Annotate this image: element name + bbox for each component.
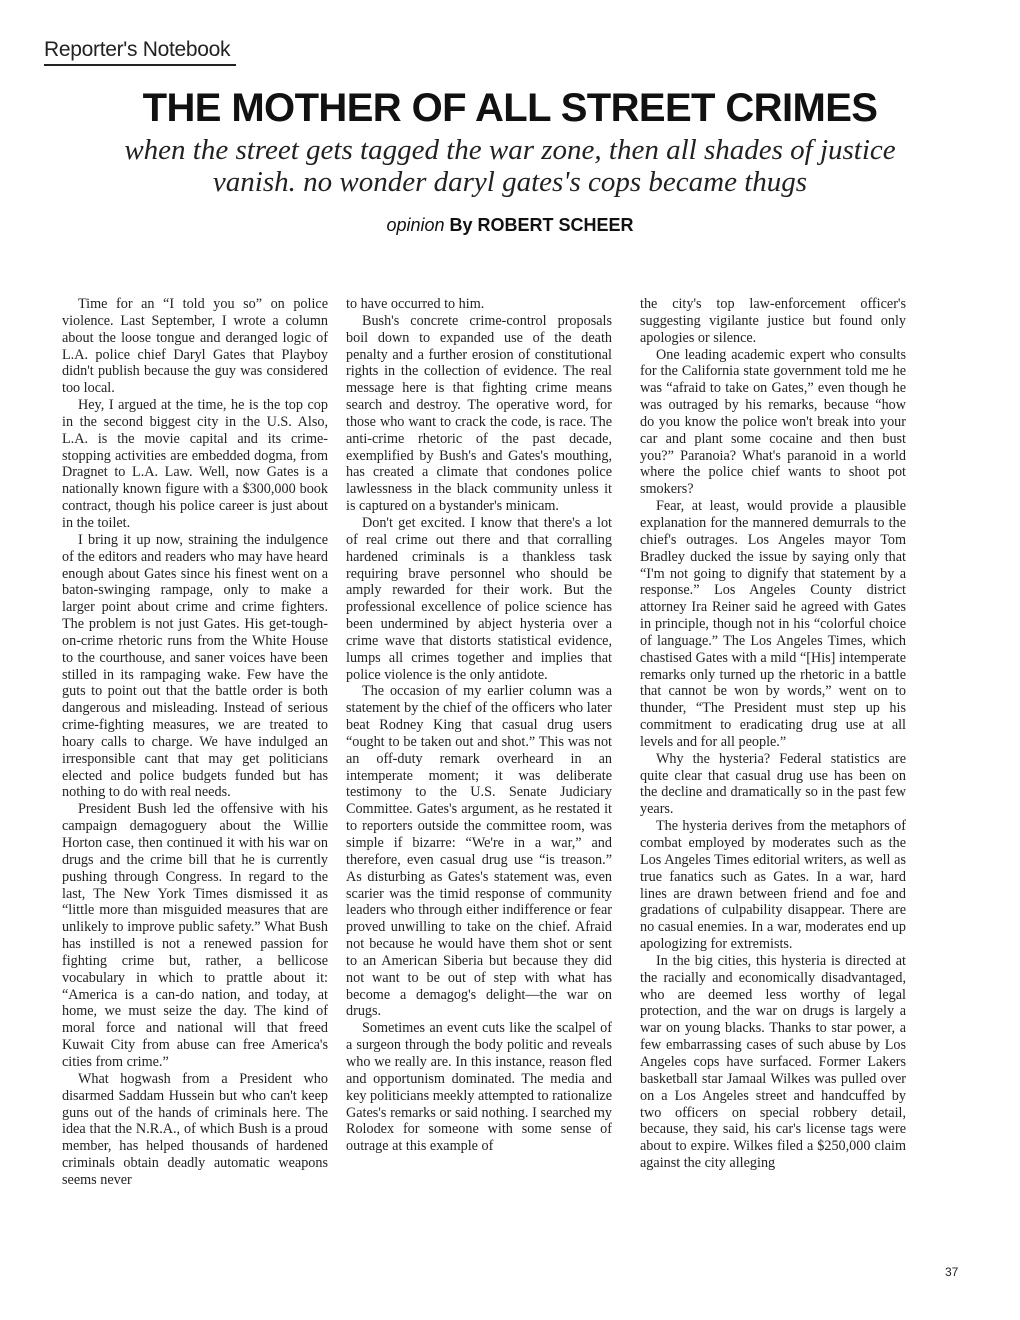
byline <box>0 215 1020 236</box>
section-label: Reporter's Notebook <box>44 38 231 61</box>
paragraph-continued: to have occurred to him. <box>346 296 485 312</box>
article-column-2 <box>346 296 612 1155</box>
headline: THE MOTHER OF ALL STREET CRIMES <box>142 86 878 130</box>
paragraph: One leading academic expert who consults for the California state government told me he was “afraid to take on Gates,” even though he was outraged by his remarks, because “how do you know the police won't break into your car and plant some cocaine and then bust you?” Paranoia? What's paranoid in a world where the police chief wants to shoot pot smokers? <box>640 346 906 498</box>
section-rule <box>44 64 236 66</box>
paragraph: I bring it up now, straining the indulgence of the editors and readers who may have heard enough about Gates since his finest went on a baton-swinging rampage, only to make a larger point about crime and crime fighters. The problem is not just Gates. His get-tough-on-crime rhetoric runs from the White House to the courthouse, and saner voices have been stilled in its rampaging wake. Few have the guts to point out that the battle order is both dangerous and misleading. Instead of serious crime-fighting measures, we are treated to hoary calls to charge. We have indulged an irresponsible cant that may get politicians elected and police budgets funded but has nothing to do with real needs. <box>62 531 328 801</box>
byline-kicker: opinion <box>386 215 445 235</box>
paragraph: Hey, I argued at the time, he is the top cop in the second biggest city in the U.S. Also, L.A. is the movie capital and its crime-stopping activities are embedded dogma, from Dragnet to L.A. Law. Well, now Gates is a nationally known figure with a $300,000 book contract, though his police career is just about in the toilet. <box>62 397 328 531</box>
page-number: 37 <box>945 1265 959 1279</box>
paragraph: Fear, at least, would provide a plausible explanation for the mannered demurrals to the chief's outrages. Los Angeles mayor Tom Bradley ducked the issue by saying only that “I'm not going to dignify that statement by a response.” Los Angeles County district attorney Ira Reiner said he agreed with Gates in principle, though not in his “colorful choice of language.” The Los Angeles Times, which chastised Gates with a mild “[His] intemperate remarks only turned up the rhetoric in a battle that cannot be won by words,” went on to thunder, “The President must step up his commitment to eradicating drug use at all levels and for all people.” <box>640 498 906 750</box>
paragraph: Time for an “I told you so” on police violence. Last September, I wrote a column about the loose tongue and deranged logic of L.A. police chief Daryl Gates that Playboy didn't publish because the guy was considered too local. <box>62 296 328 397</box>
article-column-3 <box>640 296 906 1172</box>
paragraph: Don't get excited. I know that there's a lot of real crime out there and that corralling hardened criminals is a thankless task requiring brave personnel who should be amply rewarded for their work. But the professional excellence of police science has been undermined by abject hysteria over a crime wave that distorts statistical evidence, lumps all crimes together and implies that police violence is the only antidote. <box>346 514 612 683</box>
dek: when the street gets tagged the war zone, then all shades of justice vanish. no wonder daryl gates's cops became thugs <box>124 134 896 198</box>
paragraph: Why the hysteria? Federal statistics are quite clear that casual drug use has been on the decline and dramatically so in the past few years. <box>640 750 906 818</box>
paragraph: What hogwash from a President who disarmed Saddam Hussein but who can't keep guns out of the hands of criminals here. The idea that the N.R.A., of which Bush is a proud member, has helped thousands of hardened criminals obtain deadly automatic weapons seems never <box>62 1070 328 1188</box>
paragraph: The hysteria derives from the metaphors of combat employed by moderates such as the Los Angeles Times editorial writers, as well as true fanatics such as Gates. In a war, hard lines are drawn between friend and foe and gradations of culpability disappear. There are no casual enemies. In a war, moderates end up apologizing for extremists. <box>640 818 906 953</box>
paragraph: President Bush led the offensive with his campaign demagoguery about the Willie Horton case, then continued it with his war on drugs and the crime bill that he is currently pushing through Congress. In regard to the last, The New York Times dismissed it as “little more than misguided measures that are unlikely to improve public safety.” What Bush has instilled is not a renewed passion for fighting crime but, rather, a bellicose vocabulary in which to prattle about it: “America is a can-do nation, and today, at home, we must seize the day. The kind of moral force and national will that freed Kuwait City from abuse can free America's cities from crime.” <box>62 801 328 1070</box>
paragraph-continued: the city's top law-enforcement officer's suggesting vigilante justice but found only apologies or silence. <box>640 296 906 346</box>
paragraph: Bush's concrete crime-control proposals boil down to expanded use of the death penalty and a further erosion of constitutional rights in the collection of evidence. The real message here is that fighting crime means search and destroy. The operative word, for those who want to crack the code, is race. The anti-crime rhetoric of the past decade, exemplified by Bush's and Gates's mouthing, has created a climate that condones police lawlessness in the black community unless it is captured on a bystander's minicam. <box>346 312 612 515</box>
paragraph: Sometimes an event cuts like the scalpel of a surgeon through the body politic and reveals who we really are. In this instance, reason fled and opportunism dominated. The media and key politicians meekly attempted to rationalize Gates's remarks or said nothing. I searched my Rolodex for someone with some sense of outrage at this example of <box>346 1020 612 1155</box>
byline-author: By ROBERT SCHEER <box>449 215 634 235</box>
paragraph: The occasion of my earlier column was a statement by the chief of the officers who later beat Rodney King that casual drug users “ought to be taken out and shot.” This was not an off-duty remark overheard in an intemperate moment; it was deliberate testimony to the U.S. Senate Judiciary Committee. Gates's argument, as he restated it to reporters outside the committee room, was simple if bizarre: “We're in a war,” and therefore, even casual drug use “is treason.” As disturbing as Gates's statement was, even scarier was the timid response of community leaders who through either indifference or fear proved unwilling to take on the chief. Afraid not because he would have them shot or sent to an American Siberia but because they did not want to be out of step with what has become a demagog's delight—the war on drugs. <box>346 683 612 1020</box>
article-column-1 <box>62 296 328 1189</box>
paragraph: In the big cities, this hysteria is directed at the racially and economically disadvantaged, who are deemed less worthy of legal protection, and the war on drugs is largely a war on young blacks. Thanks to star power, a few embarrassing cases of such abuse by Los Angeles cops have surfaced. Former Lakers basketball star Jamaal Wilkes was pulled over on a Los Angeles street and handcuffed by two officers on special robbery detail, because, they said, his car's license tags were about to expire. Wilkes filed a $250,000 claim against the city alleging <box>640 952 906 1172</box>
